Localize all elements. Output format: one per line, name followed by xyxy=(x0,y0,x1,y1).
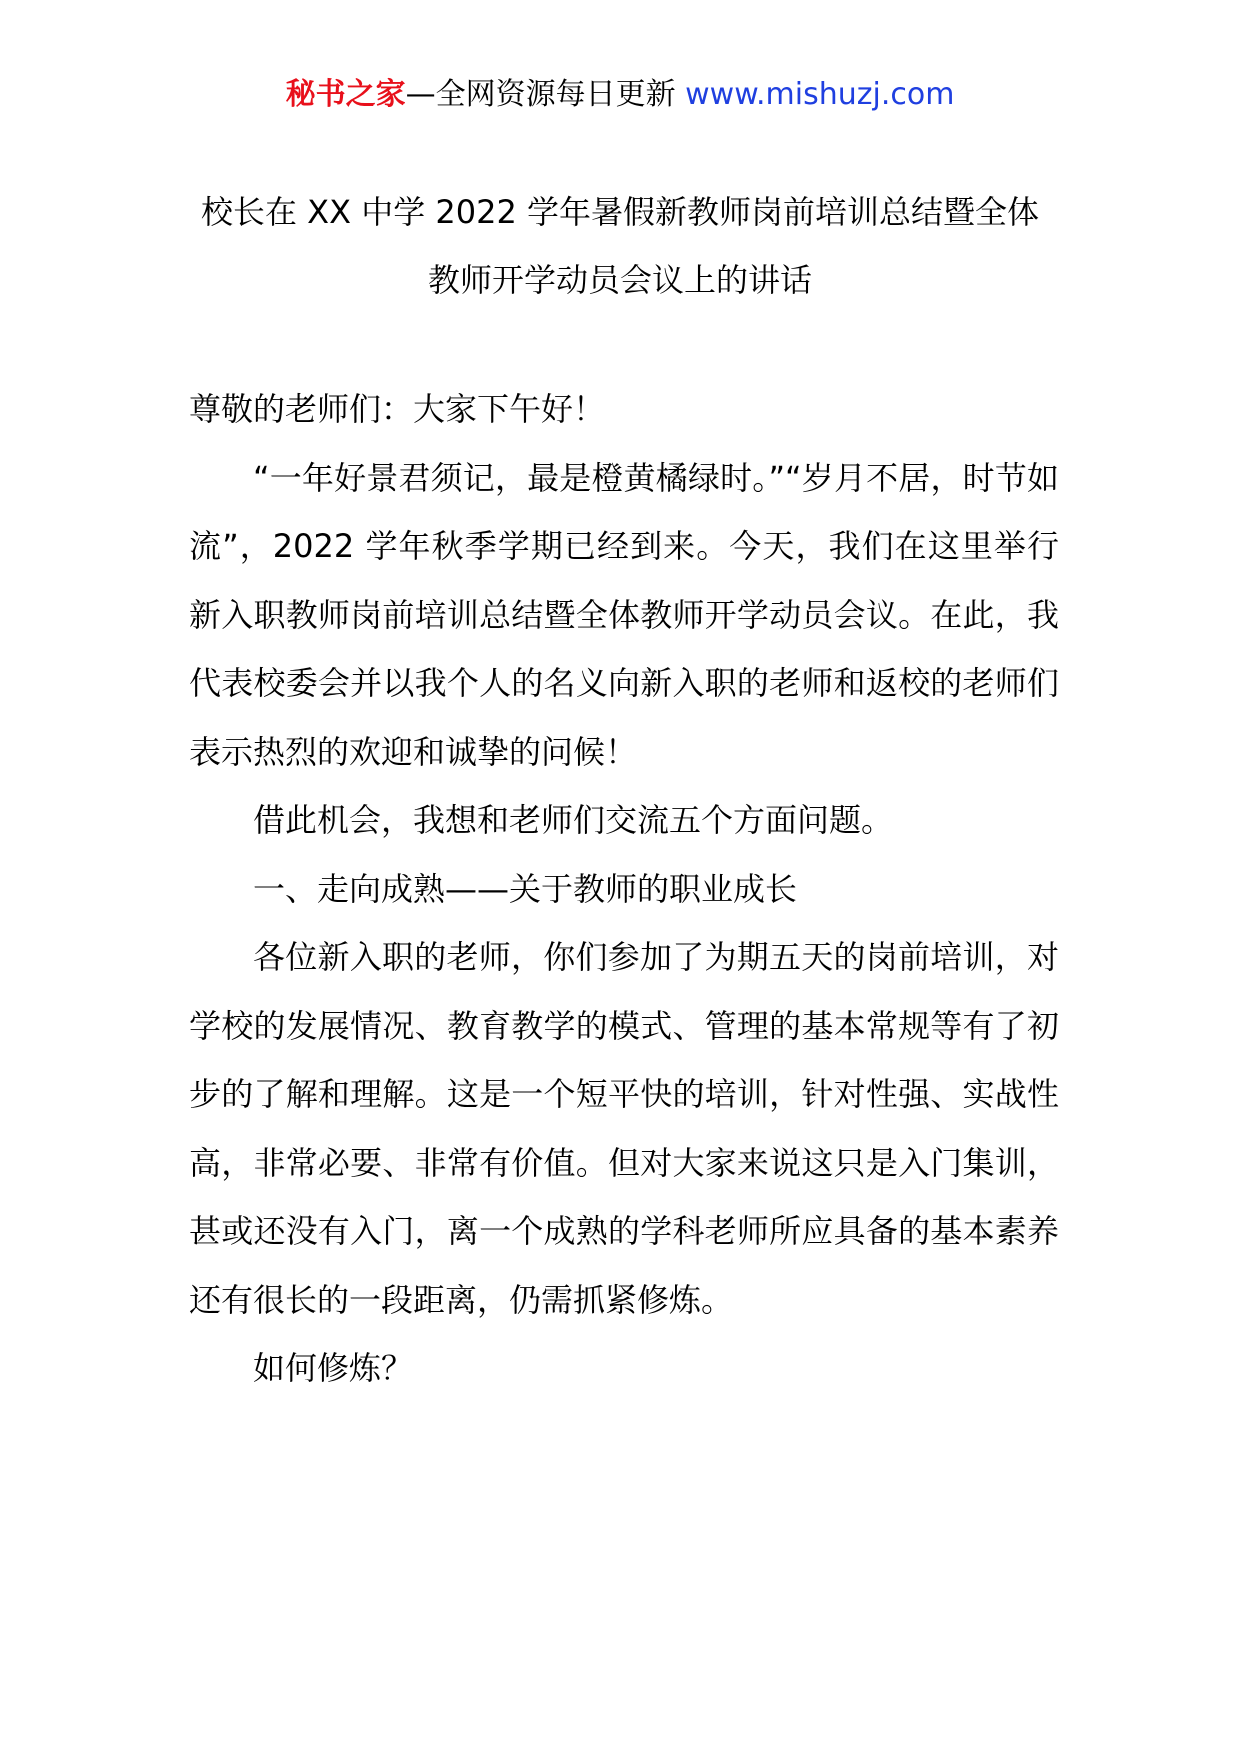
paragraph-training: 各位新入职的老师，你们参加了为期五天的岗前培训，对学校的发展情况、教育教学的模式、管理的基本常规等有了初步的了解和理解。这是一个短平快的培训，针对性强、实战性高，非常必要、非常有价值。但对大家来说这只是入门集训，甚或还没有入门，离一个成熟的学科老师所应具备的基本素养还有很长的一段距离，仍需抓紧修炼。 xyxy=(189,938,1059,1319)
site-header xyxy=(0,72,1240,118)
section-heading-1: 一、走向成熟——关于教师的职业成长 xyxy=(253,869,798,908)
paragraph-question: 如何修炼？ xyxy=(253,1349,414,1387)
salutation: 尊敬的老师们：大家下午好！ xyxy=(189,390,606,428)
document-body xyxy=(189,375,1059,1403)
paragraph-intro: 借此机会，我想和老师们交流五个方面问题。 xyxy=(253,801,894,839)
title-line-1: 校长在 XX 中学 2022 学年暑假新教师岗前培训总结暨全体 xyxy=(201,193,1039,231)
title-line-2: 教师开学动员会议上的讲话 xyxy=(427,261,812,299)
document-title xyxy=(160,178,1080,314)
site-tagline: —全网资源每日更新 xyxy=(405,77,676,112)
brand-name: 秘书之家 xyxy=(285,77,406,112)
paragraph-opening: “一年好景君须记，最是橙黄橘绿时。”“岁月不居，时节如流”，2022 学年秋季学期已经到来。今天，我们在这里举行新入职教师岗前培训总结暨全体教师开学动员会议。在此，我代表校委会并以我个人的名义向新入职的老师和返校的老师们表示热烈的欢迎和诚挚的问候！ xyxy=(189,458,1059,771)
site-url-link[interactable]: www.mishuzj.com xyxy=(685,77,955,112)
